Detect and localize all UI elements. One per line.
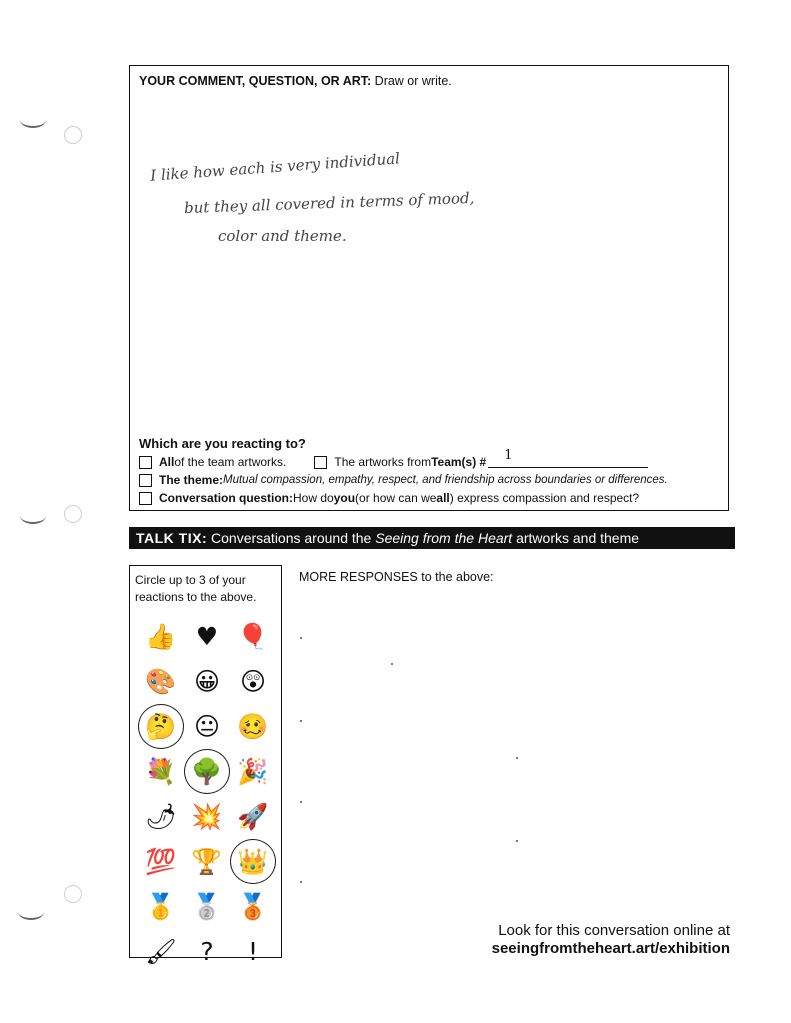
medal-third-icon[interactable]: 🥉 <box>237 891 269 921</box>
opt-conv-all: all <box>436 491 450 505</box>
bouquet-icon[interactable]: 💐 <box>145 756 177 786</box>
paintbrush-icon[interactable]: 🖌 <box>145 936 177 966</box>
opt-all-rest: of the team artworks. <box>174 455 287 469</box>
checkbox-theme[interactable] <box>139 474 152 487</box>
collision-icon[interactable]: 💥 <box>191 801 223 831</box>
punch-hole <box>64 505 82 523</box>
opt-all-bold: All <box>159 455 175 469</box>
astonished-face-icon[interactable]: 😲 <box>239 667 267 696</box>
thumbs-up-icon[interactable]: 👍 <box>145 621 177 651</box>
reacting-question: Which are you reacting to? <box>139 436 306 451</box>
banner-italic: Seeing from the Heart <box>375 530 513 546</box>
footer-note <box>430 922 730 958</box>
woozy-face-icon[interactable]: 🥴 <box>237 711 269 741</box>
reacting-row-1 <box>139 448 724 471</box>
comment-title-bold: YOUR COMMENT, QUESTION, OR ART: <box>139 74 372 88</box>
thinking-face-icon[interactable]: 🤔 <box>138 704 184 749</box>
opt-team-bold: Team(s) # <box>431 455 487 469</box>
handwritten-line-3: color and theme. <box>218 227 347 245</box>
palette-icon[interactable]: 🎨 <box>145 666 177 696</box>
neutral-face-icon[interactable]: 😐 <box>193 712 221 741</box>
exclamation-mark-icon[interactable]: ! <box>247 937 259 966</box>
heart-icon[interactable]: ♥ <box>195 622 219 651</box>
opt-conv-end: ) express compassion and respect? <box>449 491 640 505</box>
reacting-section <box>139 436 724 507</box>
balloon-icon[interactable]: 🎈 <box>237 621 269 651</box>
grinning-face-icon[interactable]: 😀 <box>193 667 221 696</box>
opt-conv-you: you <box>333 491 356 505</box>
opt-conv-pre: How do <box>293 491 334 505</box>
scan-speck <box>300 637 302 639</box>
rocket-icon[interactable]: 🚀 <box>237 801 269 831</box>
opt-theme-rest: Mutual compassion, empathy, respect, and friendship across boundaries or differences. <box>223 474 668 486</box>
reacting-row-2 <box>139 471 724 489</box>
medal-first-icon[interactable]: 🥇 <box>145 891 177 921</box>
banner-bold: TALK TIX: <box>136 530 208 546</box>
opt-conv-bold: Conversation question: <box>159 491 294 505</box>
banner-pre: Conversations around the <box>207 530 376 546</box>
trophy-icon[interactable]: 🏆 <box>191 846 223 876</box>
binder-mark <box>20 508 46 524</box>
scan-speck <box>516 840 518 842</box>
team-number-field[interactable] <box>488 448 648 468</box>
question-mark-icon[interactable]: ? <box>200 937 214 966</box>
scan-speck <box>300 801 302 803</box>
medal-second-icon[interactable]: 🥈 <box>191 891 223 921</box>
reactions-box <box>129 565 282 966</box>
footer-url[interactable]: seeingfromtheheart.art/exhibition <box>491 940 730 957</box>
emoji-grid <box>138 614 278 974</box>
checkbox-all[interactable] <box>139 456 152 469</box>
reactions-title: Circle up to 3 of your reactions to the above. <box>135 573 257 604</box>
scan-speck <box>300 720 302 722</box>
scan-speck <box>516 757 518 759</box>
handwritten-line-2: but they all covered in terms of mood, <box>183 188 475 218</box>
footer-line1: Look for this conversation online at <box>498 922 730 939</box>
binder-mark <box>18 904 44 920</box>
handwritten-line-1: I like how each is very individual <box>149 149 401 185</box>
opt-theme-bold: The theme: <box>159 473 224 487</box>
scan-speck <box>391 663 393 665</box>
chili-pepper-icon[interactable]: 🌶 <box>145 801 177 831</box>
scan-speck <box>300 881 302 883</box>
binder-mark <box>20 112 46 128</box>
talk-tix-banner <box>129 527 735 549</box>
opt-conv-mid: (or how can we <box>355 491 437 505</box>
comment-box[interactable] <box>129 65 729 511</box>
punch-hole <box>64 126 82 144</box>
comment-title <box>139 74 452 88</box>
checkbox-team[interactable] <box>314 456 327 469</box>
tree-icon[interactable]: 🌳 <box>184 749 230 794</box>
hundred-points-icon[interactable]: 💯 <box>145 846 177 876</box>
team-number-value: 1 <box>504 448 513 463</box>
opt-team-pre: The artworks from <box>334 455 432 469</box>
checkbox-conversation[interactable] <box>139 492 152 505</box>
crown-icon[interactable]: 👑 <box>230 839 276 884</box>
party-popper-icon[interactable]: 🎉 <box>237 756 269 786</box>
reacting-row-3 <box>139 489 724 507</box>
comment-title-rest: Draw or write. <box>371 74 452 88</box>
banner-post: artworks and theme <box>512 530 640 546</box>
more-responses-label: MORE RESPONSES to the above: <box>299 570 494 584</box>
punch-hole <box>64 885 82 903</box>
